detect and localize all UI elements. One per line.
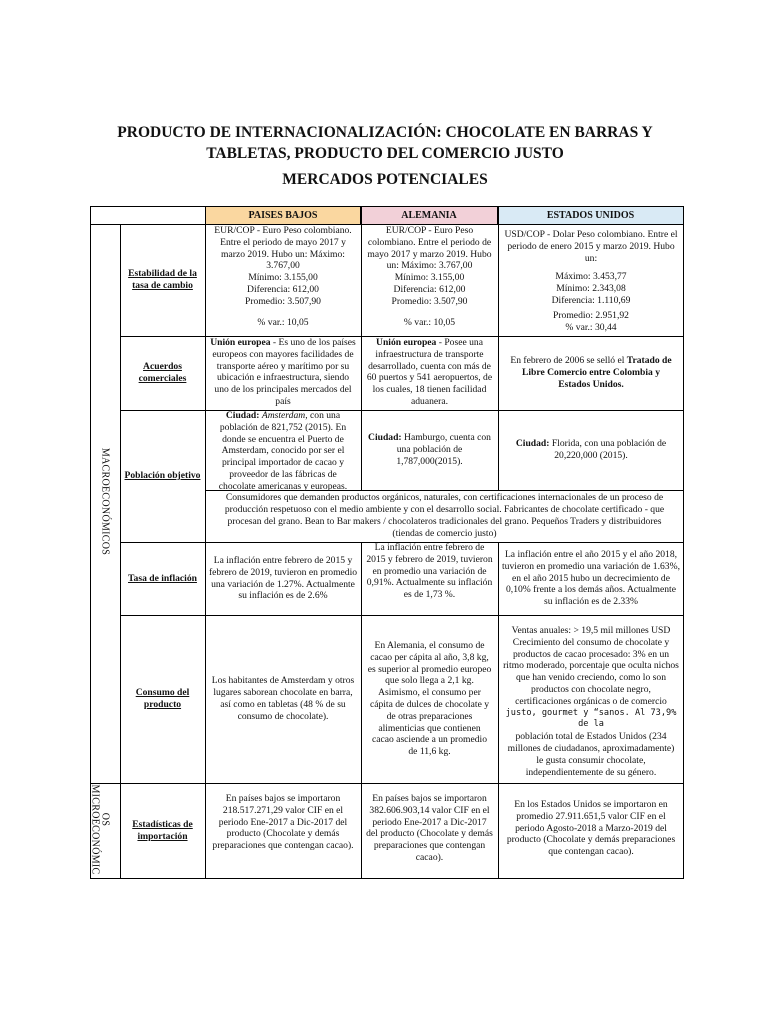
cell-poblacion-us: [498, 410, 684, 490]
cell-text: con una población de 821,752 (2015). En donde se encuentra el Puerto de Amsterdam, conocido por ser el principal importador de cacao y proveedor de las fábricas de chocolate americanas y europeas.: [218, 410, 348, 492]
cell-poblacion-al: [361, 410, 498, 490]
row-label-estadisticas: Estadísticas de importación: [132, 819, 193, 842]
cell-consumo-us: [498, 615, 684, 783]
cell-text: Promedio: 2.951,92: [553, 309, 629, 321]
cell-bold: Ciudad:: [368, 432, 402, 444]
group-microeconomicos-line1: OS: [99, 812, 111, 827]
cell-bold: Ciudad:: [225, 410, 260, 421]
cell-inflacion-al: La inflación entre febrero de 2015 y febrero de 2019, tuvieron en promedio una variación de 0,91%. Actualmente su inflación es de 1,73 %.: [366, 542, 493, 601]
cell-text: Mínimo: 3.155,00: [248, 272, 318, 284]
cell-text: Promedio: 3.507,90: [391, 295, 468, 307]
cell-poblacion-shared: Consumidores que demanden productos orgánicos, naturales, con certificaciones internacionales de un proceso de producción respetuoso con el medio ambiente y con el desarrollo social. Fabricantes de chocolate certificado - que procesan del grano. Bean to Bar makers / chocolateros tradicionales del grano. Pequeños Traders y distribuidores (tiendas de comercio justo): [224, 492, 665, 539]
cell-text: Ventas anuales: > 19,5 mil millones USD Crecimiento del consumo de chocolate y productos de cacao procesado: 3% en un ritmo moderado, porcentaje que oculta nichos que han venido creciendo, como lo son productos con chocolate negro, certificaciones orgánicas o de comercio: [503, 625, 679, 707]
cell-text: Promedio: 3.507,90: [245, 295, 321, 307]
cell-text: EUR/COP - Euro Peso colombiano. Entre el periodo de mayo 2017 y marzo 2019. Hubo un: Máximo: 3.767,00: [214, 225, 352, 272]
cell-poblacion-pb: [205, 410, 361, 490]
cell-estabilidad-al: [361, 224, 498, 336]
cell-text: población total de Estados Unidos (234 millones de ciudadanos, aproximadamente) le gusta consumir chocolate, independientemente de su género.: [507, 731, 675, 778]
cell-acuerdos-us: [498, 336, 684, 410]
row-label-poblacion: Población objetivo: [124, 470, 201, 482]
cell-text: % var.: 10,05: [403, 316, 456, 328]
cell-text: USD/COP - Dolar Peso colombiano. Entre el periodo de enero 2015 y marzo 2019. Hubo un:: [504, 229, 678, 264]
cell-acuerdos-pb: [205, 336, 361, 410]
cell-text: Florida, con una población de 20,220,000 (2015).: [549, 438, 667, 461]
cell-bold: Unión europea: [210, 337, 271, 348]
cell-consumo-al: En Alemania, el consumo de cacao per cápita al año, 3,8 kg, es superior al promedio europeo que solo llega a 2,1 kg. Asimismo, el consumo per cápita de dulces de chocolate y de otras preparaciones alimenticias que contienen cacao asciende a un promedio de 11,6 kg.: [367, 640, 492, 758]
document-subtitle: MERCADOS POTENCIALES: [282, 171, 488, 188]
row-label-consumo: Consumo del producto: [135, 687, 190, 710]
cell-text: Diferencia: 612,00: [393, 283, 466, 295]
cell-text: Hamburgo, cuenta con una población de 1,787,000(2015).: [396, 432, 491, 467]
cell-paragraph: [506, 355, 676, 390]
cell-text: justo, gourmet y “sanos. Al 73,9% de la: [505, 707, 677, 730]
cell-text: - Posee una infraestructura de transporte desarrollado, cuenta con más de 60 puertos y 541 aeropuertos, de los cuales, 18 tienen facilidad aduanera.: [366, 337, 493, 407]
cell-estadisticas-us: En los Estados Unidos se importaron en promedio 27.911.651,5 valor CIF en el periodo Agosto-2018 a Marzo-2019 del producto (Chocolate y demás preparaciones que contengan cacao).: [506, 799, 676, 858]
cell-paragraph: [210, 337, 356, 408]
cell-text: Mínimo: 2.343,08: [556, 283, 626, 295]
header-estados-unidos: ESTADOS UNIDOS: [498, 207, 684, 224]
cell-consumo-pb: Los habitantes de Amsterdam y otros lugares saborean chocolate en barra, así como en tabletas (48 % de su consumo de chocolate).: [211, 675, 355, 722]
cell-text: En febrero de 2006 se selló el: [510, 355, 627, 367]
cell-text: Diferencia: 1.110,69: [551, 294, 631, 306]
cell-estabilidad-us: [498, 224, 684, 336]
cell-text: % var.: 30,44: [565, 321, 617, 333]
cell-paragraph: [508, 438, 674, 462]
cell-text: Máximo: 3.453,77: [555, 271, 627, 283]
row-label-estabilidad: Estabilidad de la tasa de cambio: [128, 268, 197, 291]
cell-bold: Unión europea: [376, 337, 437, 348]
cell-text: EUR/COP - Euro Peso colombiano. Entre el periodo de mayo 2017 y marzo 2019. Hubo un: Máximo: 3.767,00: [367, 225, 492, 272]
cell-text: Mínimo: 3.155,00: [394, 272, 465, 284]
header-alemania: ALEMANIA: [361, 207, 498, 224]
cell-text: - Es uno de los países europeos con mayores facilidades de transporte aéreo y marítimo por su ubicación e infraestructura, siendo uno de los principales mercados del país: [212, 337, 356, 407]
cell-paragraph: [210, 410, 356, 493]
cell-inflacion-us: La inflación entre el año 2015 y el año 2018, tuvieron en promedio una variación de 1.63%, en el año 2015 hubo un decrecimiento de 0,10% frente a los demás años. Actualmente su inflación es de 2.33%: [502, 549, 680, 608]
document-title: PRODUCTO DE INTERNACIONALIZACIÓN: CHOCOLATE EN BARRAS Y TABLETAS, PRODUCTO DEL COMERCIO JUSTO: [117, 124, 653, 162]
group-microeconomicos-line2: MICROECONÓMIC: [89, 784, 101, 875]
cell-inflacion-pb: La inflación entre febrero de 2015 y febrero de 2019, tuvieron en promedio una variación de 1.27%. Actualmente su inflación es de 2.6%: [208, 554, 358, 602]
cell-text: Diferencia: 612,00: [247, 283, 319, 295]
cell-estadisticas-al: En países bajos se importaron 382.606.903,14 valor CIF en el periodo Ene-2017 a Dic-2017 del producto (Chocolate y demás preparaciones que contengan cacao).: [366, 793, 493, 863]
row-label-inflacion: Tasa de inflación: [128, 572, 197, 584]
cell-italic: Amsterdam,: [261, 410, 308, 421]
group-macroeconomicos: MACROECONÓMICOS: [99, 447, 111, 556]
cell-estadisticas-pb: En países bajos se importaron 218.517.271,29 valor CIF en el periodo Ene-2017 a Dic-2017 del producto (Chocolate y demás preparaciones que contengan cacao).: [212, 793, 354, 852]
cell-acuerdos-al: [361, 336, 498, 410]
row-label-acuerdos: Acuerdos comerciales: [138, 361, 187, 384]
cell-paragraph: [366, 432, 493, 467]
cell-bold: Tratado de Libre Comercio entre Colombia y Estados Unidos.: [521, 355, 672, 390]
cell-paragraph: [366, 337, 493, 408]
cell-text: % var.: 10,05: [257, 316, 309, 328]
cell-bold: Ciudad:: [515, 438, 550, 450]
header-paises-bajos: PAISES BAJOS: [205, 207, 361, 224]
cell-estabilidad-pb: [205, 224, 361, 336]
